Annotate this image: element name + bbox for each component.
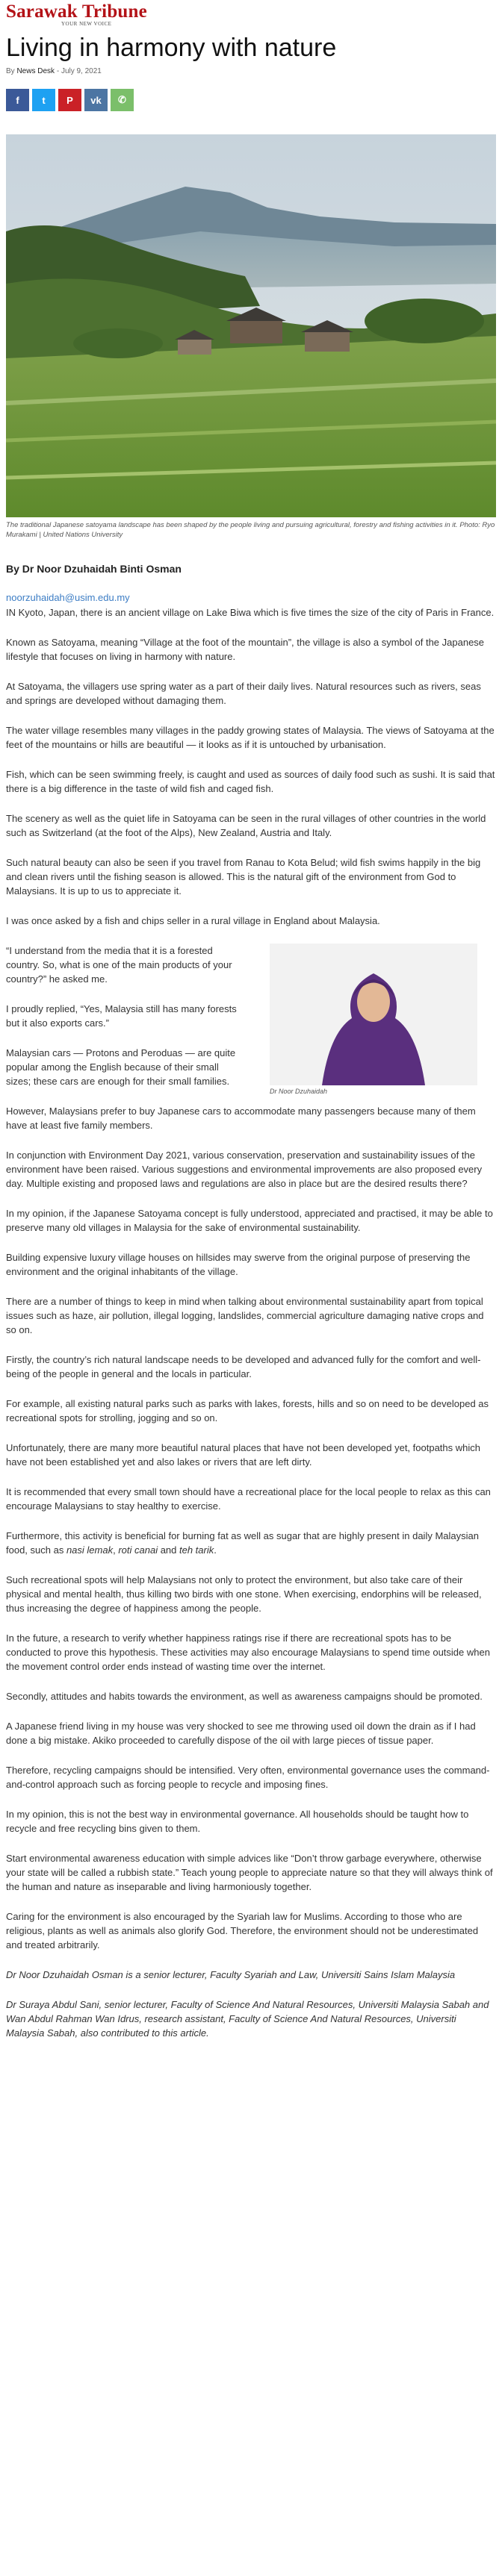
meta-by: By <box>6 67 15 75</box>
body-paragraph: Firstly, the country’s rich natural landscape needs to be developed and advanced fully for the comfort and well-being of the people in general and the locals in particular. <box>6 1354 481 1379</box>
site-logo[interactable] <box>6 0 496 33</box>
body-paragraph: In conjunction with Environment Day 2021, various conservation, preservation and sustainability issues of the environment have been raised. Various suggestions and environmental improvements are also proposed every day. Multiple existing and proposed laws and regulations are also in place but are the desired results there? <box>6 1150 483 1189</box>
article-title: Living in harmony with nature <box>6 34 337 62</box>
body-paragraph: I proudly replied, “Yes, Malaysia still has many forests but it also exports cars.” <box>6 1003 237 1029</box>
hero-caption: The traditional Japanese satoyama landscape has been shaped by the people living and pursuing agricultural, forestry and fishing activities in it. Photo: Ryo Murakami | United Nations University <box>6 521 495 539</box>
body-paragraph: Known as Satoyama, meaning “Village at the foot of the mountain”, the village is also a symbol of the Japanese lifestyle that focuses on living in harmony with nature. <box>6 637 485 662</box>
body-paragraph-food: Furthermore, this activity is beneficial for burning fat as well as sugar that are highly present in daily Malaysian food, such as nasi lemak, roti canai and teh tarik. <box>6 1530 479 1556</box>
twitter-share-button[interactable] <box>32 89 55 111</box>
meta-sep: - <box>56 67 60 75</box>
pinterest-share-button[interactable] <box>58 89 81 111</box>
site-logo-name: Sarawak Tribune <box>6 1 147 22</box>
author-photo-caption: Dr Noor Dzuhaidah <box>270 1088 328 1095</box>
article-byline: By Dr Noor Dzuhaidah Binti Osman <box>6 563 182 575</box>
body-paragraph: In my opinion, if the Japanese Satoyama concept is fully understood, appreciated and practised, it may be able to preserve many old villages in Malaysia for the sake of environmental sustainability. <box>6 1208 493 1233</box>
contributors-note: Dr Suraya Abdul Sani, senior lecturer, Faculty of Science And Natural Resources, Universiti Malaysia Sabah and Wan Abdul Rahman Wan Idrus, research assistant, Faculty of Science And Natural Resources, Universiti Malaysia Sabah, also contributed to this article. <box>6 1999 489 2039</box>
body-paragraph: Unfortunately, there are many more beautiful natural places that have not been developed yet, footpaths which have not been established yet and also lakes or rivers that are left dirty. <box>6 1442 480 1468</box>
article-date: July 9, 2021 <box>61 67 102 75</box>
body-paragraph: “I understand from the media that it is a forested country. So, what is one of the main products of your country?” he asked me. <box>6 945 232 985</box>
body-paragraph: It is recommended that every small town should have a recreational place for the local people to relax as this can encourage Malaysians to stay healthy to exercise. <box>6 1486 491 1512</box>
body-paragraph: In the future, a research to verify whether happiness ratings rise if there are recreational spots has to be conducted to prove this hypothesis. These activities may also encourage Malaysians to spend time outside when the movement control order ends instead of wasting time over the internet. <box>6 1632 490 1672</box>
author-photo-figure <box>270 944 477 1095</box>
vk-icon: vk <box>90 94 102 106</box>
body-paragraph: Fish, which can be seen swimming freely, is caught and used as sources of daily food such as sushi. It is said that there is a big difference in the taste of wild fish and caged fish. <box>6 769 495 794</box>
food-roti-canai: roti canai <box>118 1544 158 1556</box>
body-paragraph: Building expensive luxury village houses on hillsides may swerve from the original purpose of preserving the environment and the original inhabitants of the village. <box>6 1252 471 1277</box>
body-paragraph: The water village resembles many villages in the paddy growing states of Malaysia. The views of Satoyama at the feet of the mountains or hills are beautiful — it looks as if it is untouched by urbanisation. <box>6 725 495 750</box>
body-paragraph: Secondly, attitudes and habits towards the environment, as well as awareness campaigns should be promoted. <box>6 1691 483 1702</box>
body-paragraph: Caring for the environment is also encouraged by the Syariah law for Muslims. According to those who are religious, plants as well as animals also glorify God. Therefore, the environment should not be underestimated and treated arbitrarily. <box>6 1911 479 1950</box>
body-paragraph: At Satoyama, the villagers use spring water as a part of their daily lives. Natural resources such as rivers, seas and springs are developed without damaging them. <box>6 681 481 706</box>
twitter-icon: t <box>42 94 46 106</box>
share-bar <box>6 89 496 111</box>
body-paragraph: Start environmental awareness education with simple advices like “Don’t throw garbage everywhere, otherwise your state will be called a rubbish state.” Teach young people to appreciate nature so that they will always think of the human and nature as inseparable and living harmoniously together. <box>6 1853 493 1892</box>
whatsapp-share-button[interactable] <box>111 89 134 111</box>
body-paragraph: Such natural beauty can also be seen if you travel from Ranau to Kota Belud; wild fish swims happily in the big and clean rivers until the fishing season is allowed. This is the natural gift of the environment from God to Malaysians. It is up to us to appreciate it. <box>6 857 481 896</box>
pinterest-icon: P <box>66 94 73 106</box>
body-paragraph: For example, all existing natural parks such as parks with lakes, forests, hills and so on need to be developed as recreational spots for strolling, jogging and so on. <box>6 1398 489 1423</box>
facebook-icon: f <box>16 94 19 106</box>
body-paragraph: There are a number of things to keep in mind when talking about environmental sustainability apart from topical issues such as haze, air pollution, illegal logging, landslides, commercial agriculture damaging native crops and so on. <box>6 1296 484 1335</box>
body-paragraph: IN Kyoto, Japan, there is an ancient village on Lake Biwa which is five times the size of the city of Paris in France. <box>6 607 495 618</box>
body-paragraph: A Japanese friend living in my house was very shocked to see me throwing used oil down the drain as if I had done a big mistake. Akiko proceeded to carefully dispose of the oil with large pieces of tissue paper. <box>6 1721 476 1746</box>
body-paragraph: Malaysian cars — Protons and Peroduas — are quite popular among the English because of their small sizes; these cars are enough for their small families. <box>6 1047 236 1087</box>
body-paragraph: However, Malaysians prefer to buy Japanese cars to accommodate many passengers because many of them have at least five family members. <box>6 1105 476 1131</box>
facebook-share-button[interactable] <box>6 89 29 111</box>
food-nasi-lemak: nasi lemak <box>66 1544 114 1556</box>
whatsapp-icon: ✆ <box>118 94 126 105</box>
author-note: Dr Noor Dzuhaidah Osman is a senior lecturer, Faculty Syariah and Law, Universiti Sains Islam Malaysia <box>6 1969 456 1980</box>
body-paragraph: I was once asked by a fish and chips seller in a rural village in England about Malaysia. <box>6 915 380 926</box>
body-paragraph: The scenery as well as the quiet life in Satoyama can be seen in the rural villages of other countries in the world such as Switzerland (at the foot of the Alps), New Zealand, Austria and Italy. <box>6 813 486 838</box>
hero-image <box>6 134 496 517</box>
body-paragraph: Such recreational spots will help Malaysians not only to protect the environment, but also take care of their physical and mental health, thus killing two birds with one stone. When exercising, endorphins will be released, thus increasing the degree of happiness among the people. <box>6 1574 482 1614</box>
author-link[interactable]: News Desk <box>16 67 55 75</box>
author-email[interactable]: noorzuhaidah@usim.edu.my <box>6 592 130 603</box>
body-paragraph: In my opinion, this is not the best way in environmental governance. All households should be taught how to recycle and free recycling bins given to them. <box>6 1809 469 1834</box>
body-paragraph: Therefore, recycling campaigns should be intensified. Very often, environmental governance uses the command-and-control approach such as forcing people to recycle and imposing fines. <box>6 1765 490 1790</box>
site-tagline: YOUR NEW VOICE <box>61 21 112 27</box>
food-teh-tarik: teh tarik <box>179 1544 214 1556</box>
article-body <box>6 605 496 2040</box>
article-meta <box>6 67 496 75</box>
vk-share-button[interactable] <box>84 89 108 111</box>
author-photo <box>270 944 477 1085</box>
